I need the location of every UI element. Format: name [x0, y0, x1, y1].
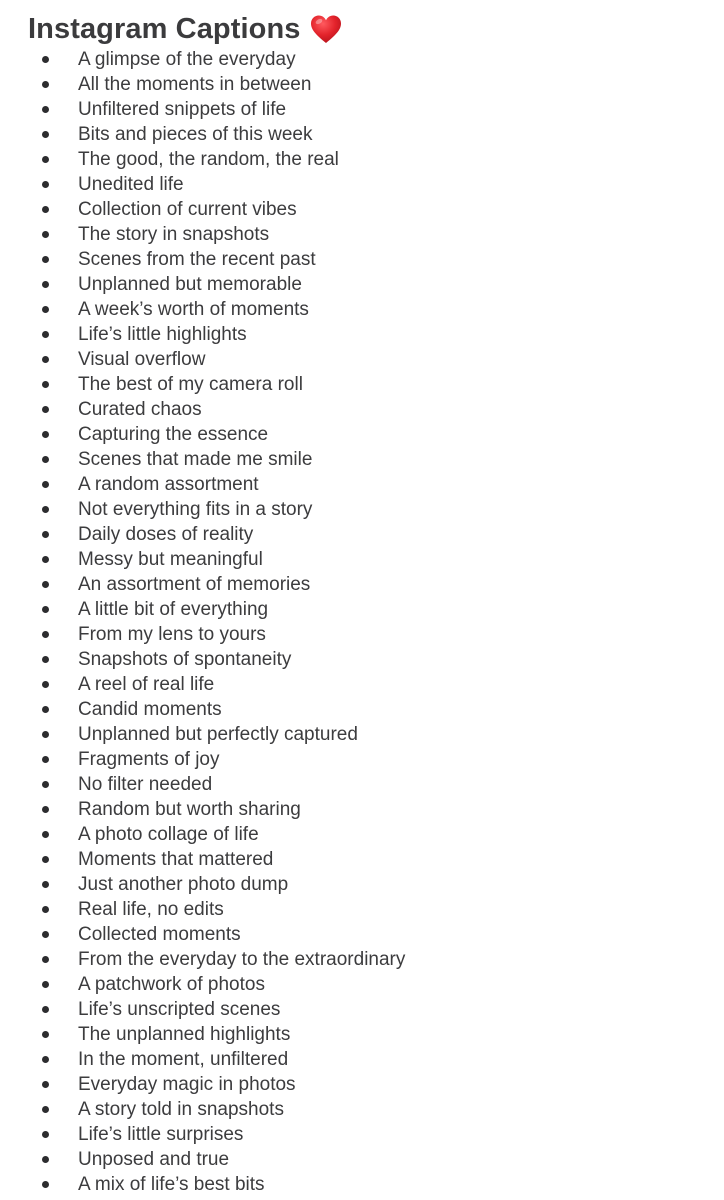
list-item[interactable] [0, 897, 405, 922]
list-item[interactable] [0, 122, 405, 147]
bullet-icon [42, 1131, 49, 1138]
list-item-text: The unplanned highlights [78, 1024, 291, 1045]
list-item[interactable] [0, 72, 405, 97]
bullet-icon [42, 706, 49, 713]
list-item-text: Bits and pieces of this week [78, 124, 313, 145]
bullet-icon [42, 81, 49, 88]
list-item-text: Everyday magic in photos [78, 1074, 296, 1095]
list-item[interactable] [0, 672, 405, 697]
bullet-icon [42, 56, 49, 63]
list-item[interactable] [0, 572, 405, 597]
bullet-icon [42, 1181, 49, 1188]
bullet-icon [42, 906, 49, 913]
bullet-icon [42, 1156, 49, 1163]
list-item[interactable] [0, 747, 405, 772]
list-item[interactable] [0, 447, 405, 472]
list-item-text: A random assortment [78, 474, 259, 495]
bullet-icon [42, 856, 49, 863]
list-item[interactable] [0, 772, 405, 797]
bullet-icon [42, 831, 49, 838]
bullet-icon [42, 381, 49, 388]
list-item[interactable] [0, 1022, 405, 1047]
list-item-text: The best of my camera roll [78, 374, 303, 395]
list-item-text: Collected moments [78, 924, 241, 945]
list-item-text: The story in snapshots [78, 224, 270, 245]
bullet-icon [42, 331, 49, 338]
bullet-icon [42, 481, 49, 488]
list-item-text: Real life, no edits [78, 899, 224, 920]
list-item-text: Unfiltered snippets of life [78, 99, 287, 120]
list-item[interactable] [0, 422, 405, 447]
bullet-icon [42, 931, 49, 938]
list-item-text: A glimpse of the everyday [78, 49, 296, 70]
list-item-text: Unplanned but memorable [78, 274, 302, 295]
bullet-icon [42, 281, 49, 288]
list-item-text: Snapshots of spontaneity [78, 649, 292, 670]
bullet-icon [42, 981, 49, 988]
bullet-icon [42, 631, 49, 638]
list-item[interactable] [0, 722, 405, 747]
list-item[interactable] [0, 397, 405, 422]
list-item-text: Unposed and true [78, 1149, 230, 1170]
bullet-icon [42, 206, 49, 213]
list-item-text: A patchwork of photos [78, 974, 265, 995]
bullet-icon [42, 1106, 49, 1113]
list-item[interactable] [0, 1147, 405, 1172]
bullet-icon [42, 1081, 49, 1088]
list-item-text: Life’s little surprises [78, 1124, 244, 1145]
bullet-icon [42, 731, 49, 738]
list-item[interactable] [0, 872, 405, 897]
list-item-text: The good, the random, the real [78, 149, 339, 170]
list-item-text: Collection of current vibes [78, 199, 297, 220]
list-item[interactable] [0, 47, 405, 72]
list-item-text: Just another photo dump [78, 874, 289, 895]
list-item[interactable] [0, 522, 405, 547]
bullet-icon [42, 756, 49, 763]
list-item[interactable] [0, 272, 405, 297]
list-item[interactable] [0, 247, 405, 272]
list-item-text: A little bit of everything [78, 599, 269, 620]
bullet-icon [42, 656, 49, 663]
list-item[interactable] [0, 1072, 405, 1097]
list-item[interactable] [0, 647, 405, 672]
list-item[interactable] [0, 322, 405, 347]
list-item[interactable] [0, 172, 405, 197]
bullet-icon [42, 1006, 49, 1013]
list-item-text: Capturing the essence [78, 424, 269, 445]
list-item[interactable] [0, 297, 405, 322]
list-item-text: A mix of life’s best bits [78, 1174, 265, 1195]
list-item-text: Messy but meaningful [78, 549, 263, 570]
list-item-text: Unedited life [78, 174, 184, 195]
list-item[interactable] [0, 697, 405, 722]
list-item[interactable] [0, 597, 405, 622]
list-item-text: Scenes that made me smile [78, 449, 313, 470]
list-item[interactable] [0, 947, 405, 972]
list-item[interactable] [0, 1097, 405, 1122]
list-item-text: In the moment, unfiltered [78, 1049, 289, 1070]
bullet-icon [42, 231, 49, 238]
bullet-icon [42, 356, 49, 363]
bullet-icon [42, 256, 49, 263]
bullet-icon [42, 1056, 49, 1063]
list-item[interactable] [0, 147, 405, 172]
bullet-icon [42, 181, 49, 188]
bullet-icon [42, 406, 49, 413]
note-title: Instagram Captions [28, 12, 301, 45]
bullet-icon [42, 881, 49, 888]
list-item-text: A reel of real life [78, 674, 215, 695]
list-item-text: A week’s worth of moments [78, 299, 309, 320]
list-item-text: From my lens to yours [78, 624, 266, 645]
list-item[interactable] [0, 847, 405, 872]
bullet-icon [42, 1031, 49, 1038]
list-item-text: An assortment of memories [78, 574, 311, 595]
list-item-text: Life’s little highlights [78, 324, 247, 345]
heart-icon [310, 14, 342, 46]
bullet-icon [42, 431, 49, 438]
list-item[interactable] [0, 997, 405, 1022]
bullet-icon [42, 781, 49, 788]
list-item[interactable] [0, 497, 405, 522]
note-title-row [28, 8, 342, 50]
list-item[interactable] [0, 197, 405, 222]
list-item[interactable] [0, 797, 405, 822]
list-item-text: Visual overflow [78, 349, 206, 370]
list-item[interactable] [0, 222, 405, 247]
list-item-text: All the moments in between [78, 74, 312, 95]
list-item-text: Scenes from the recent past [78, 249, 316, 270]
list-item-text: Daily doses of reality [78, 524, 254, 545]
list-item[interactable] [0, 97, 405, 122]
bullet-icon [42, 306, 49, 313]
list-item-text: Candid moments [78, 699, 222, 720]
list-item[interactable] [0, 972, 405, 997]
bullet-icon [42, 506, 49, 513]
list-item-text: A photo collage of life [78, 824, 259, 845]
list-item-text: Unplanned but perfectly captured [78, 724, 358, 745]
list-item-text: A story told in snapshots [78, 1099, 284, 1120]
bullet-icon [42, 606, 49, 613]
list-item[interactable] [0, 822, 405, 847]
bullet-icon [42, 806, 49, 813]
bullet-icon [42, 681, 49, 688]
bullet-icon [42, 106, 49, 113]
bullet-icon [42, 956, 49, 963]
bullet-icon [42, 531, 49, 538]
list-item[interactable] [0, 372, 405, 397]
list-item[interactable] [0, 472, 405, 497]
list-item-text: Random but worth sharing [78, 799, 301, 820]
bullet-icon [42, 581, 49, 588]
list-item[interactable] [0, 1047, 405, 1072]
list-item-text: No filter needed [78, 774, 213, 795]
list-item[interactable] [0, 347, 405, 372]
list-item-text: Fragments of joy [78, 749, 220, 770]
list-item-text: From the everyday to the extraordinary [78, 949, 406, 970]
bullet-icon [42, 556, 49, 563]
list-item[interactable] [0, 922, 405, 947]
list-item-text: Curated chaos [78, 399, 202, 420]
list-item-text: Not everything fits in a story [78, 499, 313, 520]
list-item-text: Life’s unscripted scenes [78, 999, 281, 1020]
list-item[interactable] [0, 622, 405, 647]
bullet-icon [42, 131, 49, 138]
list-item-text: Moments that mattered [78, 849, 274, 870]
caption-list [0, 47, 405, 1197]
list-item[interactable] [0, 1172, 405, 1197]
list-item[interactable] [0, 547, 405, 572]
bullet-icon [42, 156, 49, 163]
list-item[interactable] [0, 1122, 405, 1147]
bullet-icon [42, 456, 49, 463]
